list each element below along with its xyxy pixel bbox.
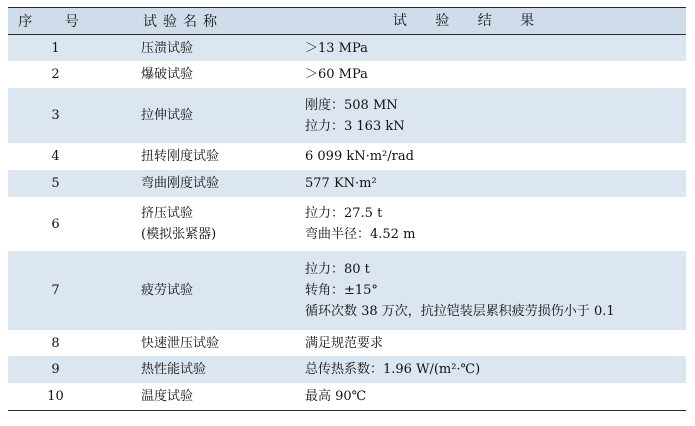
row-name: 温度试验 xyxy=(141,389,194,404)
table-row xyxy=(8,61,686,88)
row-result: 最高 90℃ xyxy=(305,389,367,404)
row-no: 6 xyxy=(51,216,60,232)
table-row xyxy=(8,143,686,170)
row-no: 1 xyxy=(51,40,60,56)
table-row xyxy=(8,35,686,61)
row-result: 总传热系数：1.96 W/(m²·℃) xyxy=(305,362,481,377)
row-no: 5 xyxy=(51,176,60,191)
table-row xyxy=(8,88,686,143)
row-no: 2 xyxy=(51,67,60,82)
header-no: 序 号 xyxy=(18,14,93,30)
row-result: 577 KN·m² xyxy=(305,176,377,191)
table-row xyxy=(8,356,686,383)
row-no: 8 xyxy=(51,335,60,351)
table-row xyxy=(8,251,686,330)
table-row xyxy=(8,197,686,251)
row-result: 拉力：80 t 转角：±15° 循环次数 38 万次，抗拉铠装层累积疲劳损伤小于 0.1 xyxy=(305,262,615,319)
table-row xyxy=(8,330,686,356)
row-result: ＞60 MPa xyxy=(305,67,368,82)
row-no: 4 xyxy=(51,149,60,164)
row-name: 热性能试验 xyxy=(141,362,207,377)
table-header xyxy=(8,7,686,35)
row-result: 6 099 kN·m²/rad xyxy=(305,149,414,164)
header-name: 试验名称 xyxy=(143,14,223,30)
row-no: 7 xyxy=(51,283,60,298)
row-no: 9 xyxy=(51,362,60,377)
row-name: 挤压试验 (模拟张紧器) xyxy=(141,206,217,242)
row-no: 10 xyxy=(47,389,64,404)
row-name: 快速泄压试验 xyxy=(141,335,220,351)
row-name: 弯曲刚度试验 xyxy=(141,176,220,191)
row-name: 疲劳试验 xyxy=(141,283,194,298)
row-name: 拉伸试验 xyxy=(141,108,194,123)
row-result: 满足规范要求 xyxy=(305,335,384,351)
row-no: 3 xyxy=(51,108,60,123)
row-name: 扭转刚度试验 xyxy=(141,149,220,164)
row-result: 刚度：508 MN 拉力：3 163 kN xyxy=(305,97,405,134)
row-name: 爆破试验 xyxy=(141,67,194,82)
row-result: ＞13 MPa xyxy=(305,40,368,56)
row-name: 压溃试验 xyxy=(141,40,194,56)
table-row xyxy=(8,383,686,411)
header-result: 试 验 结 果 xyxy=(392,12,547,29)
table-row xyxy=(8,170,686,197)
row-result: 拉力：27.5 t 弯曲半径：4.52 m xyxy=(305,206,416,242)
test-results-table xyxy=(8,7,686,411)
